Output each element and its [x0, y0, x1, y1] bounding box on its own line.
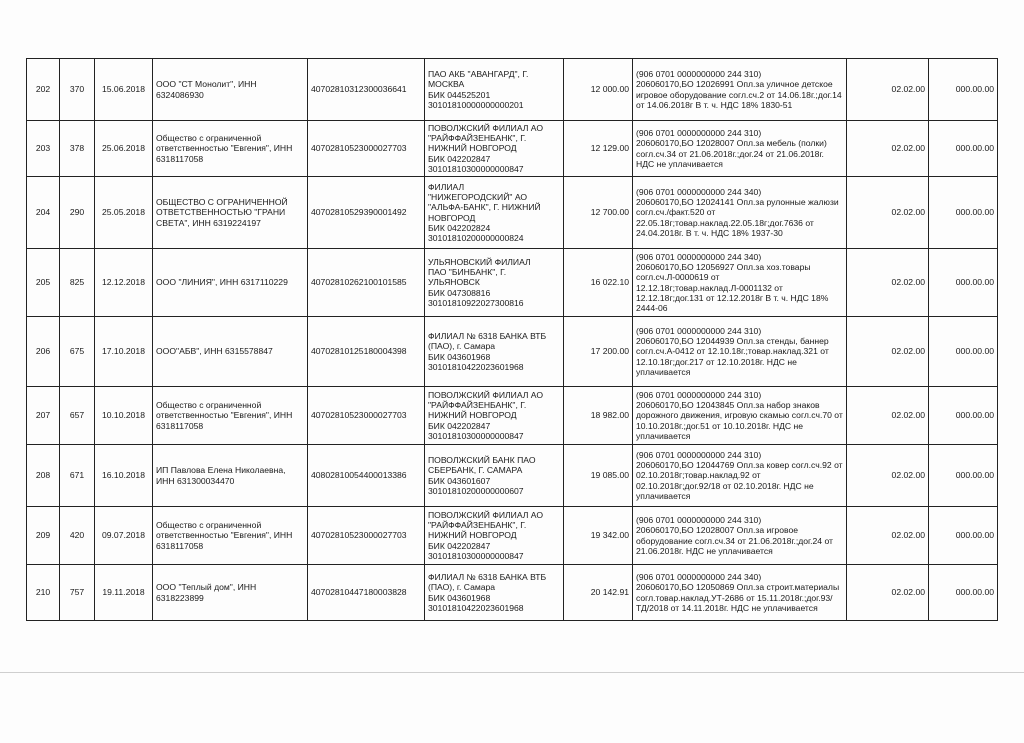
- payment-amount: 17 200.00: [590, 346, 629, 357]
- budget-code: 02.02.00: [891, 277, 925, 288]
- payment-date-cell: [95, 249, 153, 317]
- table-row: [27, 249, 998, 317]
- budget-code-cell: [847, 317, 929, 387]
- document-number: 671: [69, 470, 85, 481]
- payment-amount: 12 700.00: [590, 207, 629, 218]
- payment-date: 25.05.2018: [101, 207, 145, 218]
- payment-amount-cell: [564, 121, 633, 177]
- budget-code: 02.02.00: [891, 530, 925, 541]
- budget-code-cell: [847, 565, 929, 621]
- table-row: [27, 565, 998, 621]
- document-number-cell: [60, 507, 95, 565]
- payee-bank: ФИЛИАЛ "НИЖЕГОРОДСКИЙ" АО "АЛЬФА-БАНК", Г. НИЖНИЙ НОВГОРОД БИК 042202824 30101810200000000824: [428, 181, 541, 243]
- payee-account: 40802810054400013386: [311, 470, 407, 481]
- budget-code: 02.02.00: [891, 346, 925, 357]
- payee-bank-cell: [425, 59, 564, 121]
- payment-date-cell: [95, 507, 153, 565]
- payee-bank: ПОВОЛЖСКИЙ БАНК ПАО СБЕРБАНК, Г. САМАРА БИК 043601607 30101810200000000607: [428, 455, 536, 496]
- payee-name-cell: [153, 59, 308, 121]
- payee-account: 40702810523000027703: [311, 410, 407, 421]
- payee-bank: ФИЛИАЛ № 6318 БАНКА ВТБ (ПАО), г. Самара БИК 043601968 30101810422023601968: [428, 572, 547, 613]
- row-number: 206: [35, 346, 51, 357]
- document-number-cell: [60, 387, 95, 445]
- offset-code: 000.00.00: [955, 207, 994, 218]
- offset-code: 000.00.00: [955, 530, 994, 541]
- row-number-cell: [27, 121, 60, 177]
- payee-name: Общество с ограниченной ответственностью "Евгения", ИНН 6318117058: [156, 133, 293, 164]
- payment-amount-cell: [564, 317, 633, 387]
- payee-name: ОБЩЕСТВО С ОГРАНИЧЕННОЙ ОТВЕТСТВЕННОСТЬЮ "ГРАНИ СВЕТА", ИНН 6319224197: [156, 197, 288, 228]
- payment-amount-cell: [564, 177, 633, 249]
- payee-account: 40702810523000027703: [311, 143, 407, 154]
- table-body: [27, 59, 998, 621]
- row-number-cell: [27, 249, 60, 317]
- payment-date-cell: [95, 445, 153, 507]
- document-number-cell: [60, 177, 95, 249]
- offset-code-cell: [929, 507, 998, 565]
- payee-bank-cell: [425, 565, 564, 621]
- budget-code-cell: [847, 445, 929, 507]
- payments-table: [26, 58, 998, 621]
- payee-account-cell: [308, 507, 425, 565]
- payment-purpose-cell: [633, 59, 847, 121]
- payee-account-cell: [308, 317, 425, 387]
- payment-amount: 20 142.91: [590, 587, 629, 598]
- payment-purpose: (906 0701 0000000000 244 340) 206060170,БО 12024141 Опл.за рулонные жалюзи согл.сч./факт.520 от 22.05.18г;товар.наклад.22.05.18г;дог.7636 от 24.04.2018г. В т. ч. НДС 18% 1937-30: [636, 186, 839, 238]
- payment-date: 09.07.2018: [101, 530, 145, 541]
- payee-name: Общество с ограниченной ответственностью "Евгения", ИНН 6318117058: [156, 520, 293, 551]
- payee-name: ООО "Теплый дом", ИНН 6318223899: [156, 582, 257, 603]
- payee-name: Общество с ограниченной ответственностью "Евгения", ИНН 6318117058: [156, 400, 293, 431]
- row-number: 202: [35, 84, 51, 95]
- payee-bank-cell: [425, 507, 564, 565]
- payment-amount: 12 129.00: [590, 143, 629, 154]
- row-number-cell: [27, 445, 60, 507]
- payment-purpose-cell: [633, 177, 847, 249]
- page-fold-line: [0, 672, 1024, 673]
- payee-name-cell: [153, 249, 308, 317]
- payment-purpose: (906 0701 0000000000 244 310) 206060170,БО 12026991 Опл.за уличное детское игровое оборудование согл.сч.2 от 14.06.18г.;дог.14 от 14.06.2018г В т. ч. НДС 18% 1830-51: [636, 69, 842, 110]
- payment-purpose: (906 0701 0000000000 244 310) 206060170,БО 12044769 Опл.за ковер согл.сч.92 от 02.10.2018г;товар.наклад.92 от 02.10.2018г;дог.92/18 от 02.10.2018г. НДС не уплачивается: [636, 449, 843, 501]
- row-number-cell: [27, 177, 60, 249]
- payment-date-cell: [95, 317, 153, 387]
- payment-purpose-cell: [633, 317, 847, 387]
- payment-amount-cell: [564, 507, 633, 565]
- payee-name-cell: [153, 445, 308, 507]
- offset-code-cell: [929, 387, 998, 445]
- payment-amount: 12 000.00: [590, 84, 629, 95]
- payment-purpose: (906 0701 0000000000 244 310) 206060170,БО 12028007 Опл.за игровое оборудование согл.сч.34 от 21.06.2018г.;дог.24 от 21.06.2018г. НДС не уплачивается: [636, 515, 833, 556]
- payment-date: 12.12.2018: [101, 277, 145, 288]
- payee-account-cell: [308, 565, 425, 621]
- table-row: [27, 121, 998, 177]
- document-number: 657: [69, 410, 85, 421]
- row-number: 205: [35, 277, 51, 288]
- payee-bank-cell: [425, 445, 564, 507]
- row-number-cell: [27, 59, 60, 121]
- offset-code-cell: [929, 121, 998, 177]
- document-number-cell: [60, 565, 95, 621]
- payee-name-cell: [153, 565, 308, 621]
- payment-purpose-cell: [633, 507, 847, 565]
- row-number-cell: [27, 387, 60, 445]
- payment-purpose-cell: [633, 121, 847, 177]
- budget-code: 02.02.00: [891, 587, 925, 598]
- payment-amount: 18 982.00: [590, 410, 629, 421]
- document-number-cell: [60, 445, 95, 507]
- payment-purpose: (906 0701 0000000000 244 310) 206060170,БО 12043845 Опл.за набор знаков дорожного движения, игровую скамью согл.сч.70 от 10.10.2018г.;дог.51 от 10.10.2018г. НДС не уплачивается: [636, 389, 843, 441]
- payee-account-cell: [308, 387, 425, 445]
- payee-name: ООО "СТ Монолит", ИНН 6324086930: [156, 79, 257, 100]
- budget-code-cell: [847, 59, 929, 121]
- payment-purpose-cell: [633, 565, 847, 621]
- document-number: 290: [69, 207, 85, 218]
- document-number-cell: [60, 317, 95, 387]
- row-number: 209: [35, 530, 51, 541]
- payment-amount: 19 342.00: [590, 530, 629, 541]
- payee-name: ООО"АБВ", ИНН 6315578847: [156, 346, 273, 357]
- payment-amount-cell: [564, 249, 633, 317]
- payment-amount-cell: [564, 445, 633, 507]
- payment-purpose-cell: [633, 387, 847, 445]
- row-number: 203: [35, 143, 51, 154]
- document-number: 378: [69, 143, 85, 154]
- row-number-cell: [27, 507, 60, 565]
- table-row: [27, 507, 998, 565]
- row-number: 210: [35, 587, 51, 598]
- offset-code-cell: [929, 177, 998, 249]
- payment-purpose: (906 0701 0000000000 244 340) 206060170,БО 12050869 Опл.за строит.материалы согл.товар.наклад.УТ-2686 от 15.11.2018г.;дог.93/ТД/2018 от 14.11.2018г. НДС не уплачивается: [636, 572, 840, 613]
- offset-code-cell: [929, 317, 998, 387]
- payee-bank-cell: [425, 249, 564, 317]
- table-row: [27, 59, 998, 121]
- offset-code-cell: [929, 59, 998, 121]
- payment-date: 25.06.2018: [101, 143, 145, 154]
- payee-bank: ПОВОЛЖСКИЙ ФИЛИАЛ АО "РАЙФФАЙЗЕНБАНК", Г. НИЖНИЙ НОВГОРОД БИК 042202847 30101810300000000847: [428, 509, 544, 561]
- payment-amount-cell: [564, 387, 633, 445]
- payee-bank-cell: [425, 121, 564, 177]
- payee-bank: УЛЬЯНОВСКИЙ ФИЛИАЛ ПАО "БИНБАНК", Г. УЛЬЯНОВСК БИК 047308816 30101810922027300816: [428, 256, 531, 308]
- table-row: [27, 177, 998, 249]
- document-number: 757: [69, 587, 85, 598]
- payee-name: ООО "ЛИНИЯ", ИНН 6317110229: [156, 277, 288, 288]
- payee-account: 40702810447180003828: [311, 587, 407, 598]
- offset-code: 000.00.00: [955, 277, 994, 288]
- payment-date-cell: [95, 59, 153, 121]
- document-number-cell: [60, 59, 95, 121]
- payment-amount: 16 022.10: [590, 277, 629, 288]
- budget-code-cell: [847, 387, 929, 445]
- payment-purpose-cell: [633, 445, 847, 507]
- payment-amount-cell: [564, 565, 633, 621]
- payee-account-cell: [308, 445, 425, 507]
- document-number: 675: [69, 346, 85, 357]
- offset-code-cell: [929, 565, 998, 621]
- payee-name: ИП Павлова Елена Николаевна, ИНН 631300034470: [156, 465, 286, 486]
- payee-name-cell: [153, 507, 308, 565]
- payment-amount-cell: [564, 59, 633, 121]
- row-number-cell: [27, 317, 60, 387]
- document-number-cell: [60, 121, 95, 177]
- payment-date-cell: [95, 121, 153, 177]
- payment-date: 17.10.2018: [101, 346, 145, 357]
- payee-name-cell: [153, 177, 308, 249]
- table-row: [27, 387, 998, 445]
- payee-account: 40702810529390001492: [311, 207, 407, 218]
- payee-bank: ПАО АКБ "АВАНГАРД", Г. МОСКВА БИК 044525201 30101810000000000201: [428, 69, 529, 110]
- budget-code: 02.02.00: [891, 84, 925, 95]
- row-number-cell: [27, 565, 60, 621]
- payee-account: 40702810523000027703: [311, 530, 407, 541]
- table-row: [27, 445, 998, 507]
- payee-bank-cell: [425, 177, 564, 249]
- payee-name-cell: [153, 317, 308, 387]
- payee-account-cell: [308, 249, 425, 317]
- payment-date: 16.10.2018: [101, 470, 145, 481]
- payment-purpose-cell: [633, 249, 847, 317]
- offset-code: 000.00.00: [955, 587, 994, 598]
- row-number: 207: [35, 410, 51, 421]
- table-row: [27, 317, 998, 387]
- document-number: 825: [69, 277, 85, 288]
- offset-code: 000.00.00: [955, 410, 994, 421]
- payment-purpose: (906 0701 0000000000 244 340) 206060170,БО 12056927 Опл.за хоз.товары согл.сч.Л-0000619 от 12.12.18г;товар.наклад.Л-0001132 от 12.12.18г;дог.131 от 12.12.2018г В т. ч. НДС 18% 2444-06: [636, 251, 829, 313]
- payee-bank-cell: [425, 317, 564, 387]
- payee-bank-cell: [425, 387, 564, 445]
- budget-code: 02.02.00: [891, 470, 925, 481]
- budget-code: 02.02.00: [891, 143, 925, 154]
- row-number: 208: [35, 470, 51, 481]
- payment-date: 10.10.2018: [101, 410, 145, 421]
- budget-code-cell: [847, 507, 929, 565]
- payment-date: 15.06.2018: [101, 84, 145, 95]
- budget-code: 02.02.00: [891, 207, 925, 218]
- payee-account-cell: [308, 121, 425, 177]
- budget-code: 02.02.00: [891, 410, 925, 421]
- payee-account-cell: [308, 177, 425, 249]
- payee-account-cell: [308, 59, 425, 121]
- payment-date-cell: [95, 177, 153, 249]
- payment-date-cell: [95, 565, 153, 621]
- payment-amount: 19 085.00: [590, 470, 629, 481]
- payee-account: 40702810262100101585: [311, 277, 407, 288]
- payee-bank: ФИЛИАЛ № 6318 БАНКА ВТБ (ПАО), г. Самара БИК 043601968 30101810422023601968: [428, 331, 547, 372]
- offset-code: 000.00.00: [955, 346, 994, 357]
- payee-account: 40702810125180004398: [311, 346, 407, 357]
- payee-bank: ПОВОЛЖСКИЙ ФИЛИАЛ АО "РАЙФФАЙЗЕНБАНК", Г. НИЖНИЙ НОВГОРОД БИК 042202847 30101810300000000847: [428, 122, 544, 174]
- budget-code-cell: [847, 121, 929, 177]
- payee-account: 40702810312300036641: [311, 84, 407, 95]
- document-number-cell: [60, 249, 95, 317]
- payee-name-cell: [153, 387, 308, 445]
- payee-bank: ПОВОЛЖСКИЙ ФИЛИАЛ АО "РАЙФФАЙЗЕНБАНК", Г. НИЖНИЙ НОВГОРОД БИК 042202847 30101810300000000847: [428, 389, 544, 441]
- offset-code-cell: [929, 445, 998, 507]
- payee-name-cell: [153, 121, 308, 177]
- budget-code-cell: [847, 249, 929, 317]
- offset-code: 000.00.00: [955, 143, 994, 154]
- document-number: 370: [69, 84, 85, 95]
- payment-date-cell: [95, 387, 153, 445]
- payment-purpose: (906 0701 0000000000 244 310) 206060170,БО 12044939 Опл.за стенды, баннер согл.сч.А-0412 от 12.10.18г.;товар.наклад.321 от 12.10.18г;дог.217 от 12.10.2018г. НДС не уплачивается: [636, 325, 829, 377]
- offset-code: 000.00.00: [955, 84, 994, 95]
- payment-purpose: (906 0701 0000000000 244 310) 206060170,БО 12028007 Опл.за мебель (полки) согл.сч.34 от 21.06.2018г.;дог.24 от 21.06.2018г. НДС не уплачивается: [636, 128, 827, 169]
- payment-date: 19.11.2018: [102, 587, 145, 598]
- offset-code: 000.00.00: [955, 470, 994, 481]
- offset-code-cell: [929, 249, 998, 317]
- document-number: 420: [69, 530, 85, 541]
- row-number: 204: [35, 207, 51, 218]
- budget-code-cell: [847, 177, 929, 249]
